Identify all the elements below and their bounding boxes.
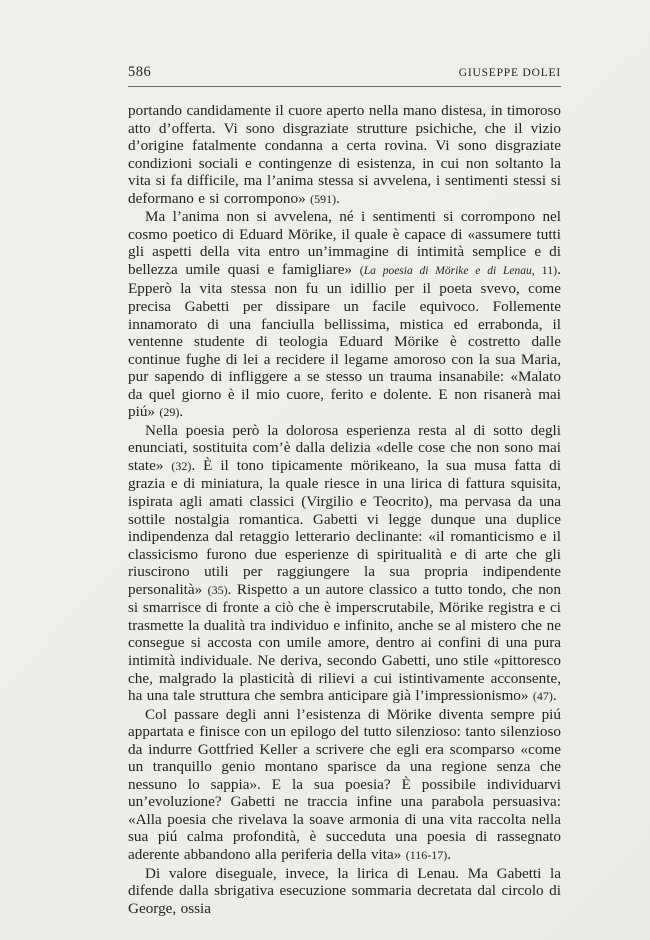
citation-reference: (591) — [310, 191, 337, 206]
citation-reference: (35) — [207, 582, 228, 597]
text-run: . — [336, 189, 340, 207]
paragraph — [128, 102, 561, 208]
paragraph — [128, 706, 561, 865]
citation-reference: (47) — [532, 689, 553, 704]
text-run: . È il tono tipicamente mörikeano, la sua musa fatta di grazia e di miniatura, la quale riesce in una lirica di fattura squisita, ispirata agli amati classici (Virgilio e Teocrito), ma pervasa da una sottile nostalgia romantica. Gabetti vi legge dunque una duplice indipendenza dal retaggio letterario declinante: «il romanticismo e il classicismo furono due esperienze di spiritualità e di arte che gli riuscirono utili per raggiungere la sua propria indipendente personalità» — [128, 456, 561, 598]
page-number: 586 — [128, 64, 152, 80]
citation-reference: , 11) — [531, 262, 558, 277]
citation-reference: (116-17) — [405, 847, 448, 862]
text-run: . — [552, 687, 557, 705]
text-run: . — [447, 845, 452, 863]
text-run: . — [179, 403, 184, 421]
citation-reference: (29) — [159, 405, 180, 420]
text-run: Col passare degli anni l’esistenza di Mörike diventa sempre piú appartata e finisce con un epilogo del tutto silenzioso: tanto silenzioso da indurre Gottfried Keller a scrivere che egli era scomparso «come un tranquillo genio montano sparisce da una regione senza che nessuno lo sappia». E la sua poesia? È possibile individuarvi un’evoluzione? Gabetti ne traccia infine una parabola persuasiva: «Alla poesia che rivelava la soave armonia di una vita raccolta nella sua piú calma profondità, è succeduta una poesia di rassegnato aderente abbandono alla periferia della vita» — [128, 705, 561, 863]
page-content — [128, 64, 561, 917]
text-run: Ma l’anima non si avvelena, né i sentimenti si corrompono nel cosmo poetico di Eduard Mörike, il quale è capace di «assumere tutti gli aspetti della vita entro un’immagine di intimità semplice e di bellezza umile quasi e famigliare» — [128, 208, 561, 278]
text-run: portando candidamente il cuore aperto nella mano distesa, in timoroso atto d’offerta. Vi sono disgraziate strutture psichiche, che il vizio d’origine fatalmente condanna a certa rovina. Vi sono disgraziate condizioni sociali e contingenze di esistenza, in cui non soltanto la vita si fa difficile, ma l’anima stessa si avvelena, i sentimenti stessi si deformano e si corrompono» — [128, 102, 561, 207]
paragraph — [128, 865, 561, 918]
body-text — [128, 102, 561, 917]
paragraph — [128, 422, 561, 706]
page-header — [128, 64, 561, 81]
running-header-author: GIUSEPPE DOLEI — [458, 67, 561, 79]
text-run: Di valore diseguale, invece, la lirica di Lenau. Ma Gabetti la difende dalla sbrigativa esecuzione sommaria decretata dal circolo di George, ossia — [128, 864, 561, 917]
citation-reference: ( — [359, 262, 364, 277]
text-run: . Rispetto a un autore classico a tutto tondo, che non si smarrisce di fronte a ciò che è imperscrutabile, Mörike registra e ci trasmette la dualità tra individuo e infinito, anche se al mistero che ne consegue si accosta con umile amore, dentro ai confini di una pura intimità individuale. Ne deriva, secondo Gabetti, uno stile «pittoresco che, malgrado la plasticità di rilievi a cui istintivamente acconsente, ha una tale struttura che sembra anticipare già l’impressionismo» — [128, 580, 561, 705]
paragraph — [128, 208, 561, 422]
text-run: . Epperò la vita stessa non fu un idillio per il poeta svevo, come precisa Gabetti per dissipare un facile equivoco. Follemente innamorato di una fanciulla bellissima, mistica ed errabonda, il ventenne studente di teologia Eduard Mörike è costretto dalle continue fughe di lei a recidere il legame amoroso con la sua Maria, pur sapendo di infliggere a se stesso un trauma insanabile: «Malato da quel giorno è il mio cuore, ferito e dolente. E non risanerà mai piú» — [128, 260, 561, 421]
text-run: Nella poesia però la dolorosa esperienza resta al di sotto degli enunciati, sostituita com’è dalla delizia «delle cose che non sono mai state» — [128, 421, 561, 474]
citation-reference: (32) — [171, 458, 192, 473]
header-rule — [128, 86, 561, 87]
cited-work-title: La poesia di Mörike e di Lenau — [363, 264, 532, 277]
